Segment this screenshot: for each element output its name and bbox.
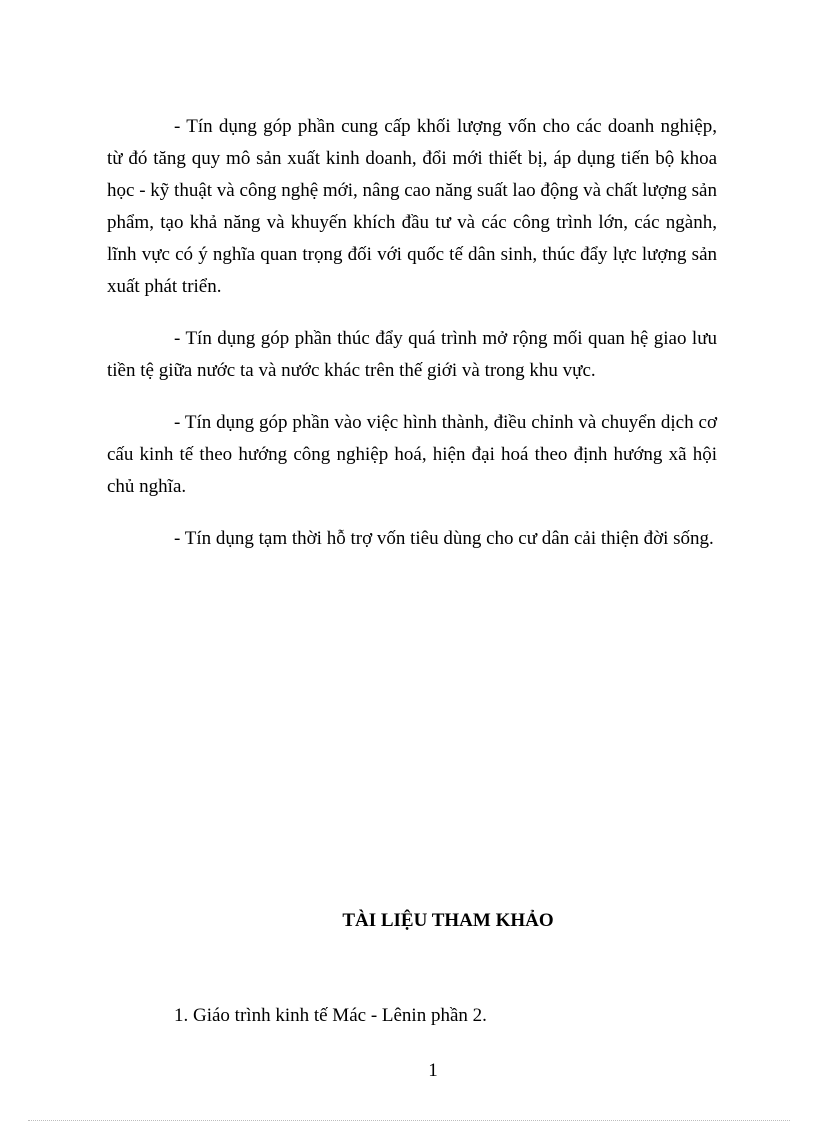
references-heading: TÀI LIỆU THAM KHẢO bbox=[342, 910, 554, 931]
paragraph-credit-consumer-support: - Tín dụng tạm thời hỗ trợ vốn tiêu dùng cho cư dân cải thiện đời sống. bbox=[174, 528, 714, 549]
reference-item: 1. Giáo trình kinh tế Mác - Lênin phần 2. bbox=[174, 1005, 487, 1026]
footer-divider bbox=[28, 1120, 790, 1121]
paragraph-credit-capital: - Tín dụng góp phần cung cấp khối lượng vốn cho các doanh nghiệp, từ đó tăng quy mô sản xuất kinh doanh, đổi mới thiết bị, áp dụng tiến bộ khoa học - kỹ thuật và công nghệ mới, nâng cao năng suất lao động và chất lượng sản phẩm, tạo khả năng và khuyến khích đầu tư và các công trình lớn, các ngành, lĩnh vực có ý nghĩa quan trọng đối với quốc tế dân sinh, thúc đẩy lực lượng sản xuất phát triển. bbox=[107, 116, 717, 297]
paragraph-credit-economic-structure: - Tín dụng góp phần vào việc hình thành, điều chỉnh và chuyển dịch cơ cấu kinh tế theo hướng công nghiệp hoá, hiện đại hoá theo định hướng xã hội chủ nghĩa. bbox=[107, 412, 717, 497]
page-number: 1 bbox=[428, 1060, 438, 1081]
paragraph-credit-monetary-relations: - Tín dụng góp phần thúc đẩy quá trình mở rộng mối quan hệ giao lưu tiền tệ giữa nước ta và nước khác trên thế giới và trong khu vực. bbox=[107, 328, 717, 381]
body-text bbox=[107, 111, 717, 575]
